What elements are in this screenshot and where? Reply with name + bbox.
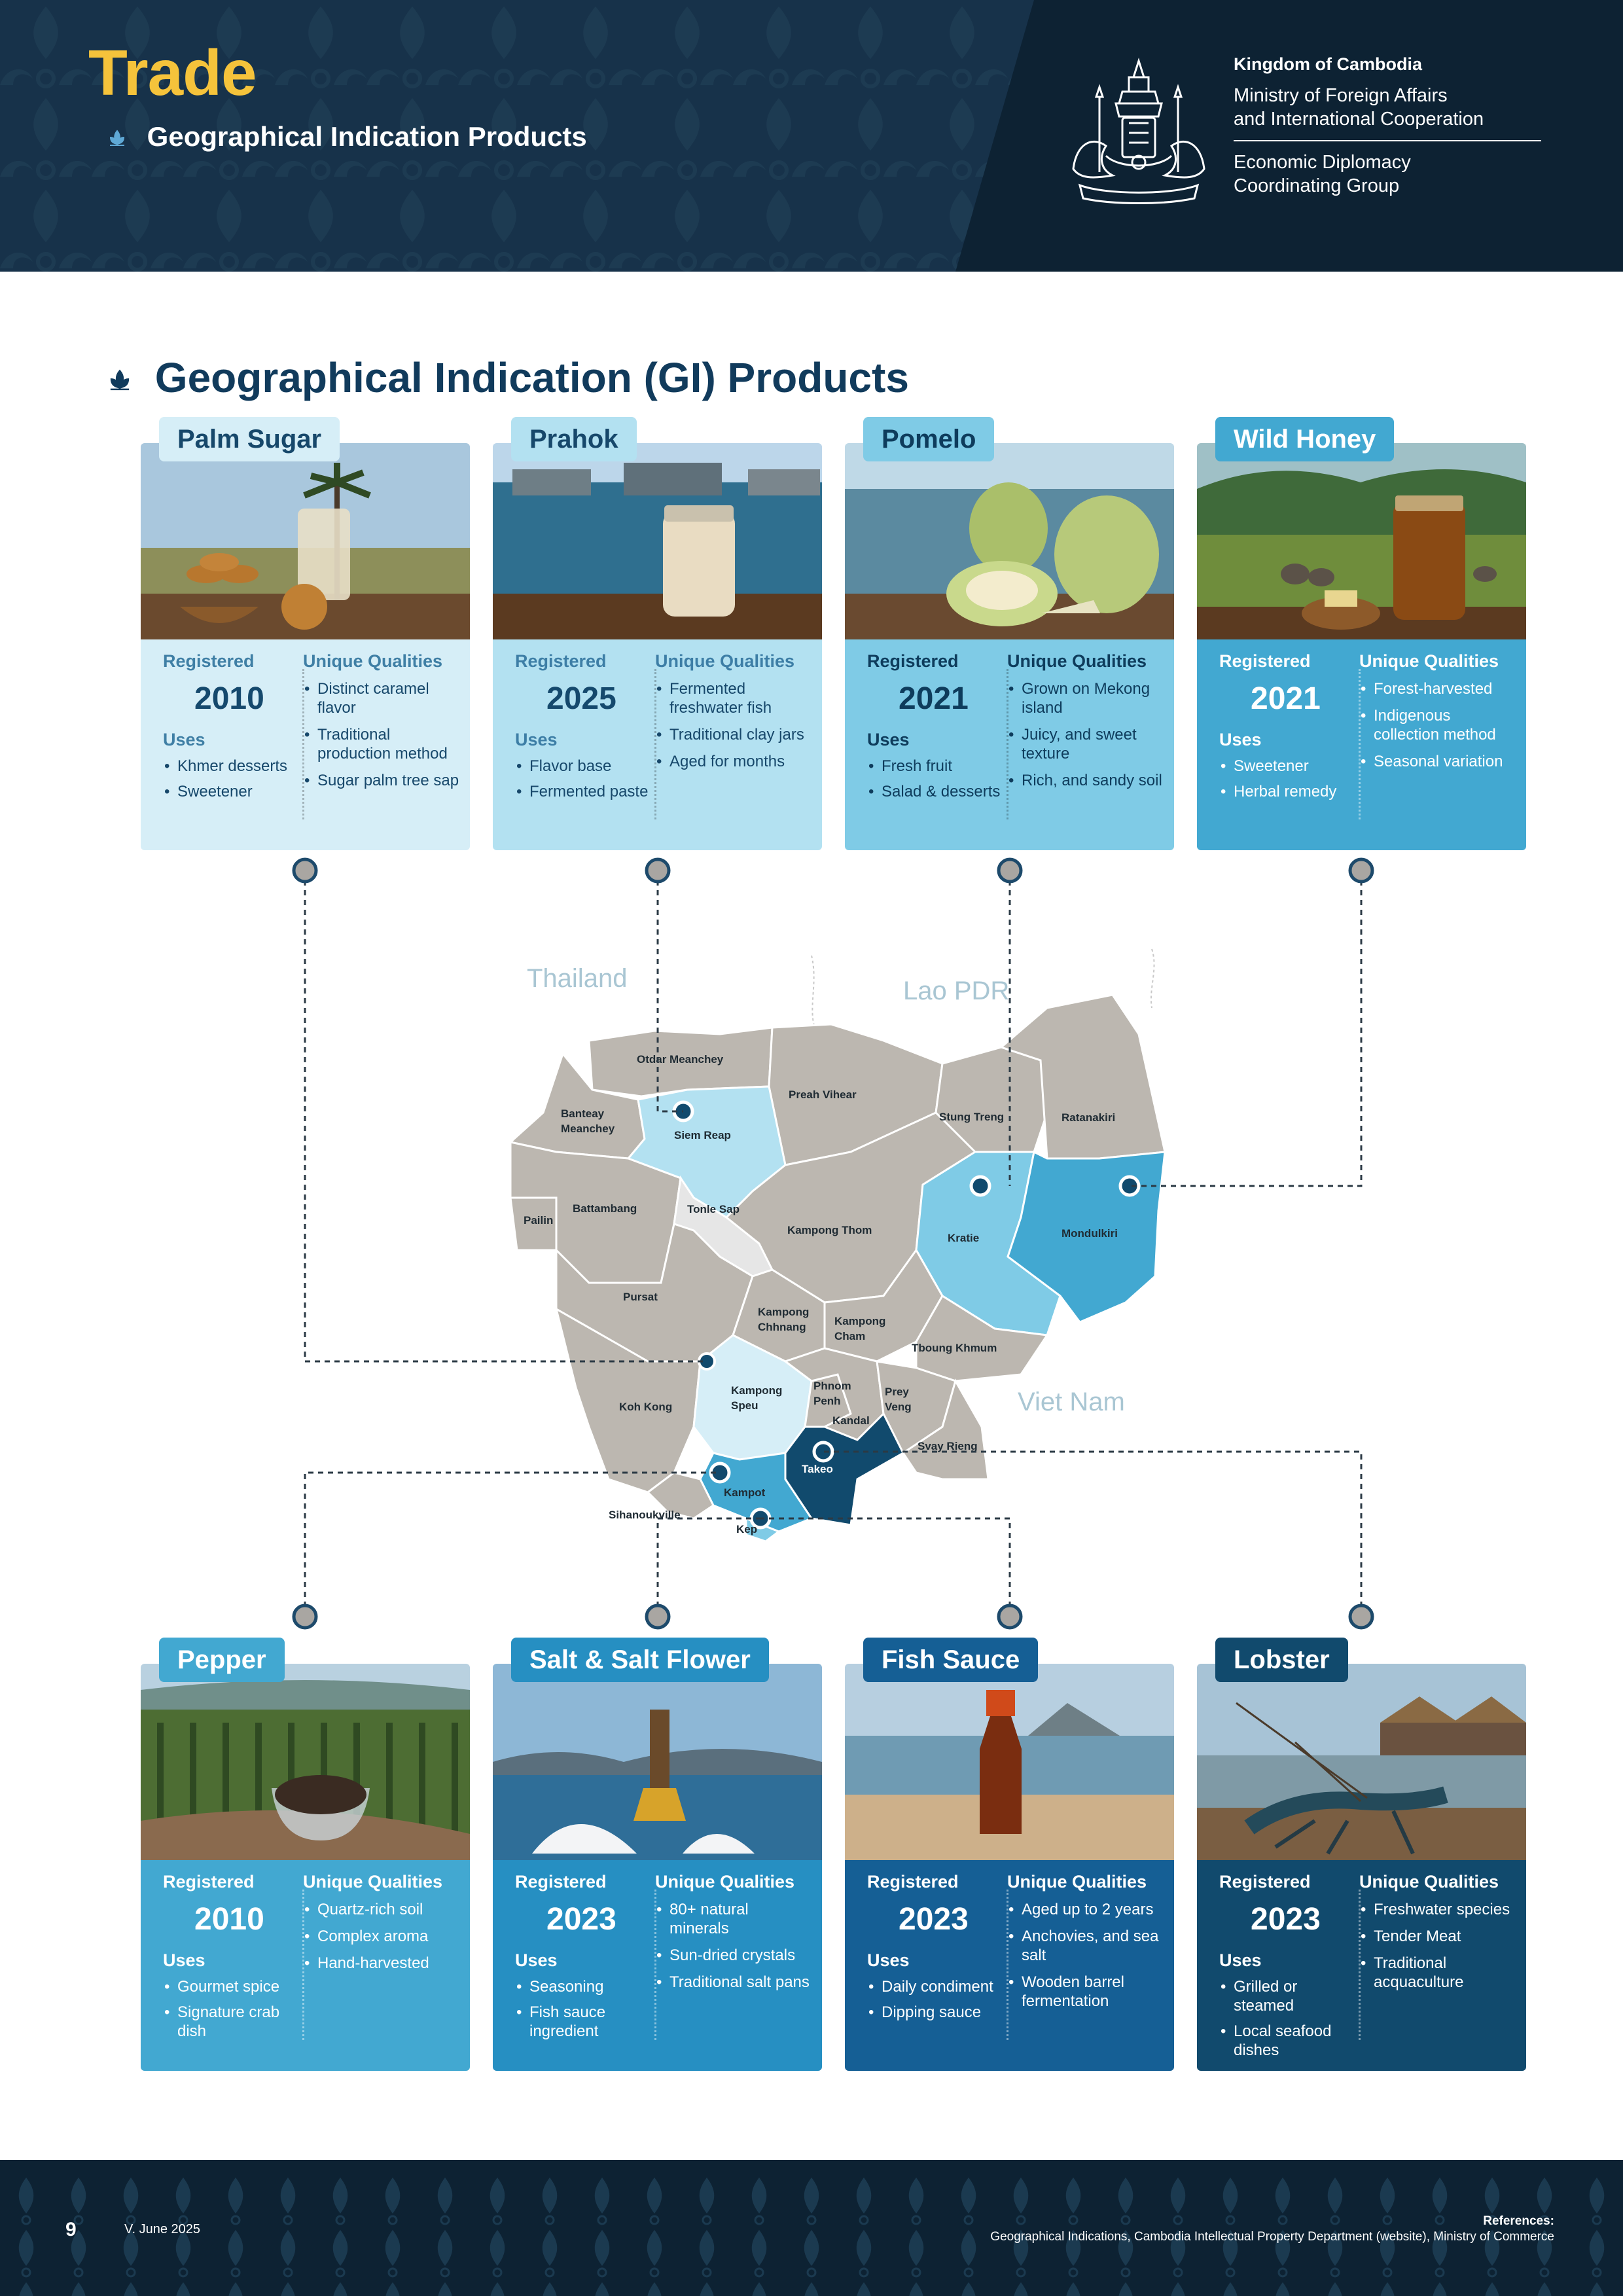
unique-qualities-label: Unique Qualities — [1359, 651, 1499, 671]
card-body — [845, 1860, 1174, 2071]
version-label: V. June 2025 — [124, 2222, 201, 2236]
svg-text:Kampong: Kampong — [834, 1315, 886, 1327]
registered-year: 2025 — [546, 681, 616, 716]
svg-text:Sihanoukville: Sihanoukville — [609, 1509, 681, 1521]
uses-list — [163, 757, 300, 801]
list-item: • Juicy, and sweet texture — [1007, 725, 1164, 763]
svg-text:Cham: Cham — [834, 1330, 866, 1342]
uses-label: Uses — [163, 1950, 205, 1970]
card-body — [1197, 639, 1526, 850]
list-item: • Traditional clay jars — [655, 725, 812, 744]
svg-text:Stung Treng: Stung Treng — [939, 1111, 1005, 1123]
registered-label: Registered — [515, 1872, 607, 1892]
group-line1: Economic Diplomacy — [1234, 152, 1411, 173]
uses-list — [1219, 1977, 1357, 2060]
registered-year: 2021 — [1251, 681, 1321, 716]
unique-qualities-label: Unique Qualities — [1359, 1872, 1499, 1892]
list-item: • Traditional salt pans — [655, 1973, 812, 1992]
cambodia-map — [0, 851, 1623, 1630]
list-item: • Sweetener — [1219, 757, 1357, 776]
unique-qualities-label: Unique Qualities — [655, 651, 795, 671]
list-item: • Fermented freshwater fish — [655, 679, 812, 717]
lotus-icon — [108, 130, 126, 148]
svg-text:Speu: Speu — [731, 1399, 758, 1412]
product-name-tag: Pepper — [159, 1638, 285, 1682]
list-item: • Sweetener — [163, 782, 300, 801]
list-item: • Flavor base — [515, 757, 652, 776]
registered-year: 2023 — [546, 1902, 616, 1937]
svg-text:Kampong: Kampong — [731, 1384, 783, 1397]
product-name-tag: Wild Honey — [1215, 417, 1394, 461]
uses-list — [867, 757, 1005, 801]
svg-text:Banteay: Banteay — [561, 1107, 605, 1120]
svg-text:Kampong: Kampong — [758, 1306, 810, 1318]
registered-year: 2010 — [194, 1902, 264, 1937]
qualities-list — [655, 1900, 812, 1992]
list-item: • Fermented paste — [515, 782, 652, 801]
list-item: • Gourmet spice — [163, 1977, 300, 1996]
card-body — [845, 639, 1174, 850]
ministry-block — [1234, 52, 1541, 198]
list-item: • Rich, and sandy soil — [1007, 771, 1164, 790]
card-body — [141, 639, 470, 850]
list-item: • Aged for months — [655, 752, 812, 771]
list-item: • Grilled or steamed — [1219, 1977, 1357, 2015]
header-subtitle-text: Geographical Indication Products — [147, 121, 587, 152]
list-item: • Khmer desserts — [163, 757, 300, 776]
page-header — [0, 0, 1623, 272]
qualities-list — [655, 679, 812, 771]
svg-text:Tboung Khmum: Tboung Khmum — [912, 1342, 997, 1354]
pepper-photo — [141, 1664, 470, 1860]
svg-text:Kampot: Kampot — [724, 1486, 766, 1499]
svg-text:Penh: Penh — [813, 1395, 841, 1407]
registered-label: Registered — [867, 1872, 959, 1892]
registered-label: Registered — [515, 651, 607, 671]
list-item: • Dipping sauce — [867, 2003, 1005, 2022]
registered-label: Registered — [867, 651, 959, 671]
list-item: • Wooden barrel fermentation — [1007, 1973, 1164, 2011]
uses-label: Uses — [515, 1950, 558, 1970]
svg-text:Kratie: Kratie — [948, 1232, 980, 1244]
uses-list — [1219, 757, 1357, 801]
svg-text:Koh Kong: Koh Kong — [619, 1401, 673, 1413]
salt-photo — [493, 1664, 822, 1860]
list-item: • Traditional production method — [303, 725, 460, 763]
list-item: • Signature crab dish — [163, 2003, 300, 2041]
list-item: • Distinct caramel flavor — [303, 679, 460, 717]
uses-label: Uses — [515, 730, 558, 749]
product-name-tag: Salt & Salt Flower — [511, 1638, 769, 1682]
svg-text:Kandal: Kandal — [832, 1414, 870, 1427]
svg-text:Pursat: Pursat — [623, 1291, 658, 1303]
registered-label: Registered — [163, 1872, 255, 1892]
svg-text:Meanchey: Meanchey — [561, 1122, 615, 1135]
product-name-tag: Prahok — [511, 417, 637, 461]
registered-year: 2010 — [194, 681, 264, 716]
list-item: • Forest-harvested — [1359, 679, 1516, 698]
uses-list — [515, 757, 652, 801]
list-item: • Sun-dried crystals — [655, 1946, 812, 1965]
registered-label: Registered — [163, 651, 255, 671]
list-item: • Indigenous collection method — [1359, 706, 1516, 744]
unique-qualities-label: Unique Qualities — [655, 1872, 795, 1892]
uses-label: Uses — [1219, 730, 1262, 749]
unique-qualities-label: Unique Qualities — [1007, 651, 1147, 671]
uses-label: Uses — [1219, 1950, 1262, 1970]
svg-text:Preah Vihear: Preah Vihear — [789, 1088, 857, 1101]
references-title: References: — [1483, 2214, 1554, 2228]
card-body — [1197, 1860, 1526, 2071]
label-thailand: Thailand — [527, 964, 628, 993]
uses-label: Uses — [867, 730, 910, 749]
ministry-line2: and International Cooperation — [1234, 109, 1484, 130]
list-item: • Daily condiment — [867, 1977, 1005, 1996]
svg-text:Ratanakiri: Ratanakiri — [1061, 1111, 1116, 1124]
qualities-list — [1007, 1900, 1164, 2011]
registered-year: 2023 — [899, 1902, 969, 1937]
svg-text:Mondulkiri: Mondulkiri — [1061, 1227, 1118, 1240]
card-body — [493, 639, 822, 850]
svg-text:Kep: Kep — [736, 1523, 758, 1535]
list-item: • Tender Meat — [1359, 1927, 1516, 1946]
svg-text:Pailin: Pailin — [524, 1214, 554, 1227]
svg-text:Svay Rieng: Svay Rieng — [918, 1440, 978, 1452]
list-item: • Herbal remedy — [1219, 782, 1357, 801]
uses-label: Uses — [163, 730, 205, 749]
unique-qualities-label: Unique Qualities — [303, 1872, 443, 1892]
qualities-list — [1007, 679, 1164, 790]
svg-text:Kampong Thom: Kampong Thom — [787, 1224, 872, 1236]
label-laos: Lao PDR — [903, 977, 1010, 1005]
list-item: • Anchovies, and sea salt — [1007, 1927, 1164, 1965]
uses-label: Uses — [867, 1950, 910, 1970]
fish-sauce-photo — [845, 1664, 1174, 1860]
list-item: • Quartz-rich soil — [303, 1900, 460, 1919]
section-title — [108, 353, 909, 402]
wild-honey-photo — [1197, 443, 1526, 639]
svg-text:Otdar Meanchey: Otdar Meanchey — [637, 1053, 724, 1066]
svg-text:Chhnang: Chhnang — [758, 1321, 806, 1333]
royal-coat-of-arms-emblem — [1060, 58, 1217, 208]
country-name: Kingdom of Cambodia — [1234, 54, 1422, 74]
list-item: • Local seafood dishes — [1219, 2022, 1357, 2060]
page-title: Trade — [88, 37, 257, 109]
uses-list — [163, 1977, 300, 2041]
registered-label: Registered — [1219, 651, 1311, 671]
references — [990, 2214, 1554, 2245]
svg-text:Battambang: Battambang — [573, 1202, 637, 1215]
svg-text:Prey: Prey — [885, 1386, 909, 1398]
list-item: • Grown on Mekong island — [1007, 679, 1164, 717]
product-name-tag: Pomelo — [863, 417, 994, 461]
registered-year: 2023 — [1251, 1902, 1321, 1937]
unique-qualities-label: Unique Qualities — [1007, 1872, 1147, 1892]
list-item: • Complex aroma — [303, 1927, 460, 1946]
list-item: • Salad & desserts — [867, 782, 1005, 801]
list-item: • Seasoning — [515, 1977, 652, 1996]
unique-qualities-label: Unique Qualities — [303, 651, 443, 671]
lotus-icon — [108, 369, 132, 393]
list-item: • Fresh fruit — [867, 757, 1005, 776]
list-item: • 80+ natural minerals — [655, 1900, 812, 1938]
label-vietnam: Viet Nam — [1018, 1388, 1125, 1416]
qualities-list — [303, 1900, 460, 1973]
references-text: Geographical Indications, Cambodia Intellectual Property Department (website), Ministry of Commerce — [990, 2230, 1554, 2244]
registered-label: Registered — [1219, 1872, 1311, 1892]
registered-year: 2021 — [899, 681, 969, 716]
list-item: • Hand-harvested — [303, 1954, 460, 1973]
pomelo-photo — [845, 443, 1174, 639]
qualities-list — [303, 679, 460, 790]
group-line2: Coordinating Group — [1234, 175, 1400, 196]
page-number: 9 — [65, 2219, 77, 2240]
prahok-photo — [493, 443, 822, 639]
provinces — [510, 995, 1165, 1541]
product-name-tag: Fish Sauce — [863, 1638, 1038, 1682]
svg-text:Phnom: Phnom — [813, 1380, 851, 1392]
qualities-list — [1359, 1900, 1516, 1992]
header-divider — [1234, 140, 1541, 141]
svg-text:Takeo: Takeo — [802, 1463, 833, 1475]
list-item: • Aged up to 2 years — [1007, 1900, 1164, 1919]
lobster-photo — [1197, 1664, 1526, 1860]
uses-list — [867, 1977, 1005, 2022]
product-name-tag: Palm Sugar — [159, 417, 340, 461]
svg-text:Siem Reap: Siem Reap — [674, 1129, 731, 1141]
list-item: • Sugar palm tree sap — [303, 771, 460, 790]
header-subtitle — [108, 121, 587, 152]
uses-list — [515, 1977, 652, 2041]
svg-text:Veng: Veng — [885, 1401, 912, 1413]
list-item: • Fish sauce ingredient — [515, 2003, 652, 2041]
card-body — [493, 1860, 822, 2071]
palm-sugar-photo — [141, 443, 470, 639]
list-item: • Freshwater species — [1359, 1900, 1516, 1919]
product-name-tag: Lobster — [1215, 1638, 1348, 1682]
list-item: • Traditional acquaculture — [1359, 1954, 1516, 1992]
card-body — [141, 1860, 470, 2071]
list-item: • Seasonal variation — [1359, 752, 1516, 771]
svg-text:Tonle Sap: Tonle Sap — [687, 1203, 740, 1215]
ministry-line1: Ministry of Foreign Affairs — [1234, 85, 1448, 106]
section-title-text: Geographical Indication (GI) Products — [154, 354, 909, 401]
qualities-list — [1359, 679, 1516, 771]
